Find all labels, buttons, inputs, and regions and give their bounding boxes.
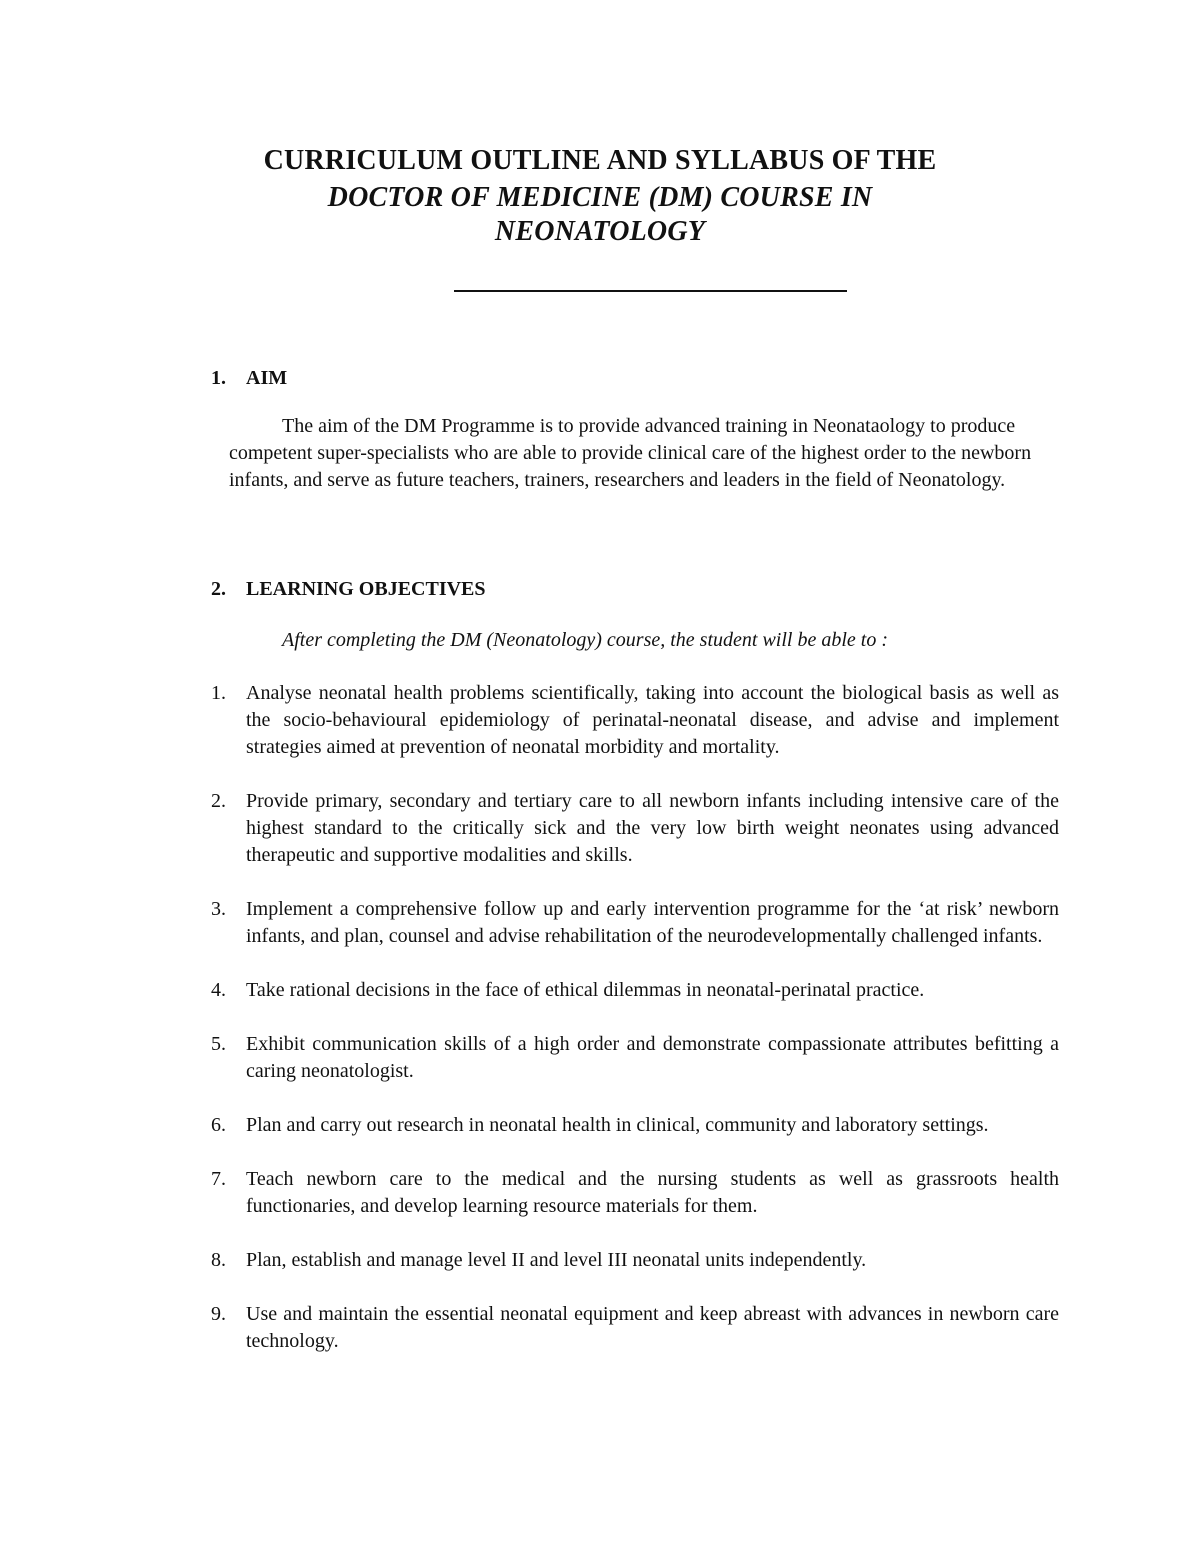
objective-item-6 [211, 1112, 1059, 1139]
objective-item-3 [211, 896, 1059, 950]
objective-text: Teach newborn care to the medical and the nursing students as well as grassroots health functionaries, and develop learning resource materials for them. [246, 1168, 1059, 1217]
objectives-heading-label: LEARNING OBJECTIVES [246, 578, 486, 600]
title-divider [454, 290, 847, 292]
objective-item-1 [211, 680, 1059, 761]
objective-item-8 [211, 1247, 1059, 1274]
objective-number: 8. [211, 1249, 226, 1271]
objective-number: 3. [211, 898, 226, 920]
objective-text: Implement a comprehensive follow up and early intervention programme for the ‘at risk’ newborn infants, and plan, counsel and advise rehabilitation of the neurodevelopmentally challenged infants. [246, 898, 1059, 947]
document-title-line-1: CURRICULUM OUTLINE AND SYLLABUS OF THE [263, 145, 937, 176]
aim-paragraph: The aim of the DM Programme is to provide advanced training in Neonataology to produce competent super-specialists who are able to provide clinical care of the highest order to the newborn infants, and serve as future teachers, trainers, researchers and leaders in the field of Neonatology. [229, 415, 1032, 491]
objective-text: Analyse neonatal health problems scientifically, taking into account the biological basis as well as the socio-behavioural epidemiology of perinatal-neonatal disease, and advise and implement strategies aimed at prevention of neonatal morbidity and mortality. [246, 682, 1059, 758]
objective-text: Provide primary, secondary and tertiary care to all newborn infants including intensive care of the highest standard to the critically sick and the very low birth weight neonates using advanced therapeutic and supportive modalities and skills. [246, 790, 1059, 866]
aim-heading-number: 1. [211, 367, 226, 389]
objective-item-5 [211, 1031, 1059, 1085]
aim-heading [211, 364, 287, 392]
objective-text: Exhibit communication skills of a high order and demonstrate compassionate attributes befitting a caring neonatologist. [246, 1033, 1059, 1082]
objective-text: Plan and carry out research in neonatal health in clinical, community and laboratory settings. [246, 1114, 989, 1136]
objective-item-4 [211, 977, 1059, 1004]
aim-heading-label: AIM [246, 367, 288, 389]
objective-item-2 [211, 788, 1059, 869]
objective-number: 7. [211, 1168, 226, 1190]
objective-number: 4. [211, 979, 226, 1001]
objectives-intro: After completing the DM (Neonatology) course, the student will be able to : [282, 629, 888, 651]
objectives-heading [211, 575, 486, 603]
objective-number: 6. [211, 1114, 226, 1136]
objective-number: 5. [211, 1033, 226, 1055]
objective-item-9 [211, 1301, 1059, 1355]
objective-number: 9. [211, 1303, 226, 1325]
objective-number: 1. [211, 682, 226, 704]
document-title-line-2: DOCTOR OF MEDICINE (DM) COURSE IN [327, 182, 873, 213]
objective-text: Take rational decisions in the face of ethical dilemmas in neonatal-perinatal practice. [246, 979, 925, 1001]
objective-text: Use and maintain the essential neonatal equipment and keep abreast with advances in newborn care technology. [246, 1303, 1059, 1352]
objectives-heading-number: 2. [211, 578, 226, 600]
objective-text: Plan, establish and manage level II and level III neonatal units independently. [246, 1249, 867, 1271]
objective-item-7 [211, 1166, 1059, 1220]
document-title-line-3: NEONATOLOGY [494, 216, 706, 247]
objective-number: 2. [211, 790, 226, 812]
objectives-list [211, 680, 1059, 1382]
